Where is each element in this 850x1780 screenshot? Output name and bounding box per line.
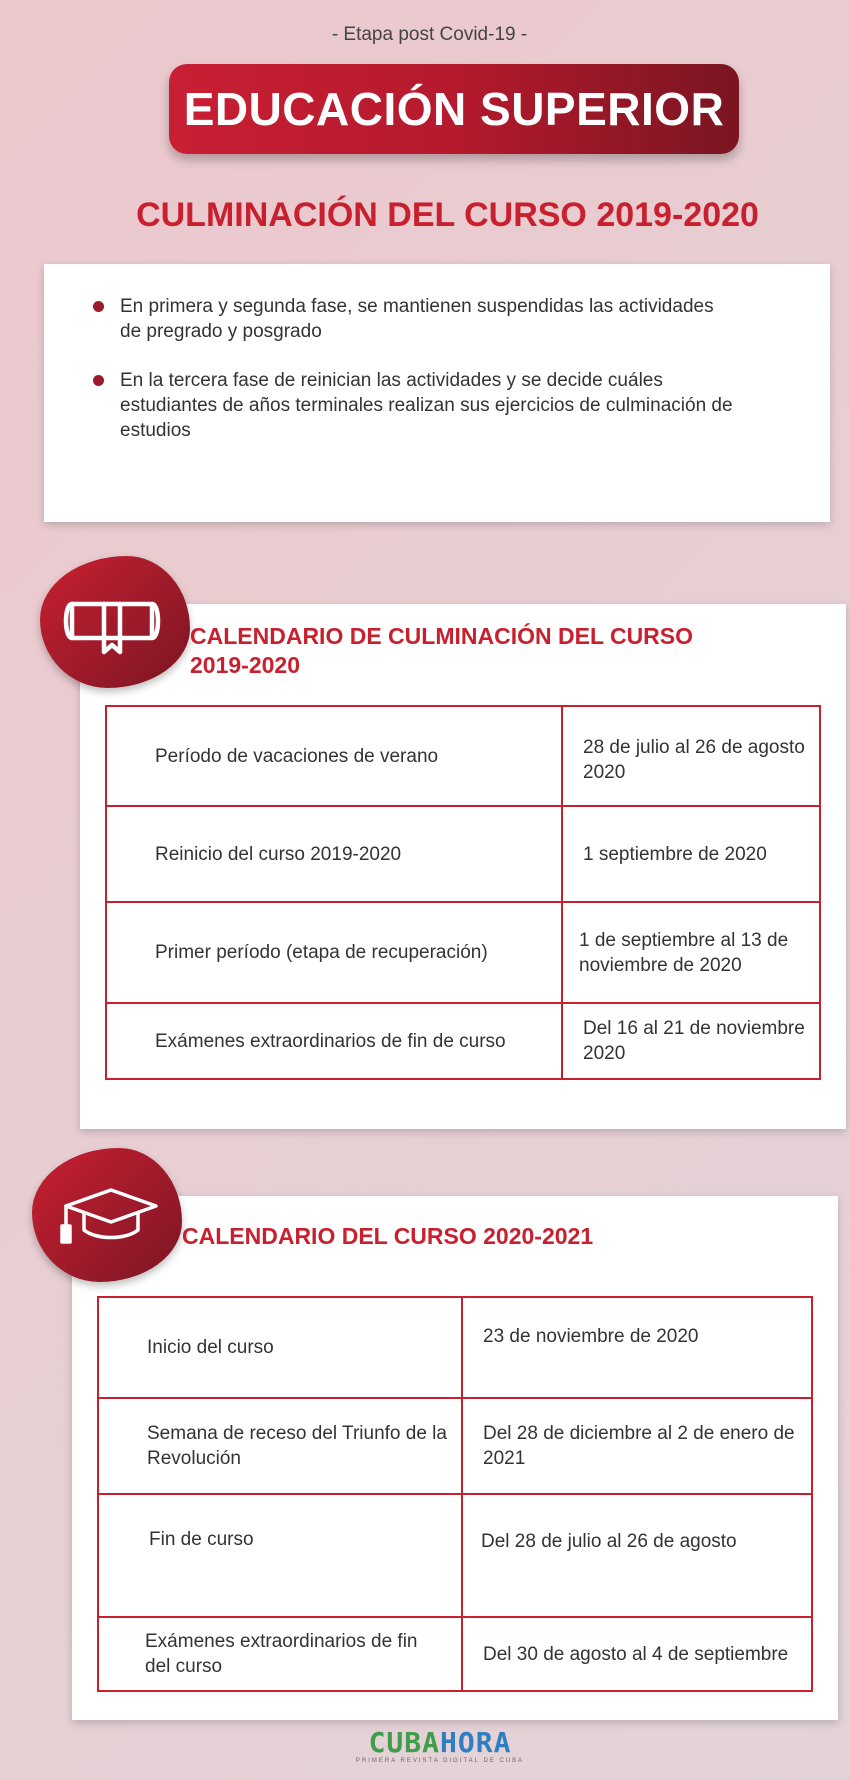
bullet-icon [93,301,104,312]
row-label: Semana de receso del Triunfo de la Revolución [98,1398,462,1494]
title-banner [169,64,739,154]
intro-card [44,264,830,522]
row-label: Inicio del curso [98,1297,462,1398]
row-label: Primer período (etapa de recuperación) [106,902,562,1003]
table-row [98,1494,812,1617]
table-row [98,1297,812,1398]
cubahora-logo [0,1728,850,1764]
row-value: 1 de septiembre al 13 de noviembre de 2020 [562,902,820,1003]
table-row [98,1398,812,1494]
table-row [106,902,820,1003]
row-value: 1 septiembre de 2020 [562,806,820,902]
table-row [106,806,820,902]
row-value: Del 30 de agosto al 4 de septiembre [462,1617,812,1691]
page-title: EDUCACIÓN SUPERIOR [183,83,725,135]
bullet-icon [93,375,104,386]
calendar-2020-2021-table [97,1296,813,1692]
row-value: Del 16 al 21 de noviembre 2020 [562,1003,820,1079]
logo-tagline: PRIMERA REVISTA DIGITAL DE CUBA [355,1758,525,1764]
row-value: 23 de noviembre de 2020 [462,1297,812,1398]
row-value: Del 28 de julio al 26 de agosto [462,1494,812,1617]
section2-title: CALENDARIO DEL CURSO 2020-2021 [182,1223,594,1249]
row-label: Fin de curso [98,1494,462,1617]
graduation-cap-icon [56,1186,166,1252]
graduation-badge [32,1148,182,1282]
row-label: Período de vacaciones de verano [106,706,562,806]
pretitle: - Etapa post Covid-19 - [331,24,528,45]
row-label: Reinicio del curso 2019-2020 [106,806,562,902]
table-row [106,1003,820,1079]
table-row [106,706,820,806]
calendar-2019-2020-table [105,705,821,1080]
row-value: Del 28 de diciembre al 2 de enero de 2021 [462,1398,812,1494]
row-label: Exámenes extraordinarios de fin del curso [98,1617,462,1691]
intro-bullet-2: En la tercera fase de reinician las actividades y se decide cuáles estudiantes de años terminales realizan sus ejercicios de culminación de estudios [120,368,760,443]
row-value: 28 de julio al 26 de agosto 2020 [562,706,820,806]
row-label: Exámenes extraordinarios de fin de curso [106,1003,562,1079]
table-row [98,1617,812,1691]
section1-title: CALENDARIO DE CULMINACIÓN DEL CURSO 2019-2020 [190,623,694,678]
intro-bullet-1: En primera y segunda fase, se mantienen suspendidas las actividades de pregrado y posgrado [120,294,720,344]
diploma-icon [60,592,164,658]
subtitle: CULMINACIÓN DEL CURSO 2019-2020 [136,196,759,234]
diploma-badge [40,556,190,688]
logo-brand: CUBAHORA [368,1726,512,1759]
